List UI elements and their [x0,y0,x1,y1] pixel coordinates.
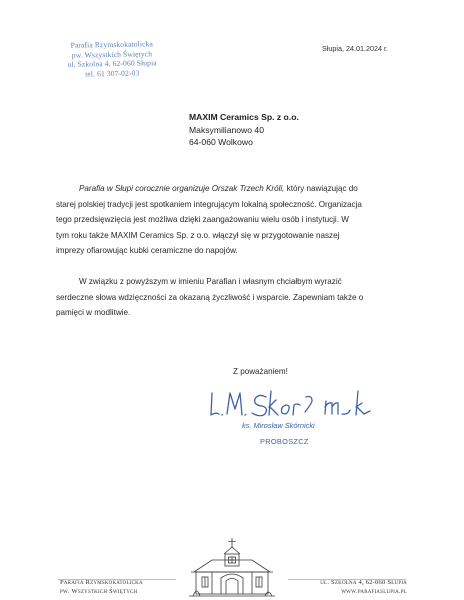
letter-date: Słupia, 24.01.2024 r. [322,44,388,53]
paragraph-line: tego przedsięwzięcia jest możliwa dzięki zaangażowaniu wielu osób i instytucji. W [56,215,349,225]
stamp-line: tel. 61 307-02-03 [85,68,140,79]
paragraph-line-rest: który nawiązując do [284,184,358,193]
stamp-line: ul. Szkolna 4, 62-060 Słupia [67,58,157,69]
footer-address [289,578,407,596]
footer-line: ul. Szkolna 4, 62-060 Słupia [320,579,407,586]
handwritten-signature [208,385,378,419]
recipient-street: Maksymilianowo 40 [189,124,264,135]
letter-paragraph-1 [56,181,362,259]
recipient-city: 64-060 Wolkowo [189,137,253,148]
paragraph-line: imprezy ofiarowując kubki ceramiczne do napojów. [56,246,238,256]
paragraph-line: pamięci w modlitwie. [56,308,131,318]
stamp-line: pw. Wszystkich Świętych [71,48,153,60]
paragraph-line: tym roku także MAXIM Ceramics Sp. z o.o. włączył się w przygotowanie naszej [56,230,340,240]
stamp-line: Parafia Rzymskokatolicka [70,39,153,50]
footer-line: www.parafiaslupia.pl [341,588,407,595]
paragraph-line [56,181,362,197]
recipient-name: MAXIM Ceramics Sp. z o.o. [189,112,299,122]
recipient-address [189,111,299,149]
paragraph-line: W związku z powyższym w imieniu Parafian i własnym chciałbym wyrazić [79,277,342,286]
church-drawing-logo [188,536,276,598]
footer-line: pw. Wszystkich Świętych [60,588,138,595]
letter-paragraph-2 [56,274,363,321]
paragraph-line: serdeczne słowa wdzięczności za okazaną życzliwość i wsparcie. Zapewniam także o [56,292,364,302]
footer-parish-name [60,578,178,596]
paragraph-line: starej polskiej tradycji jest spotkaniem integrującym lokalną społeczność. Organizacja [56,199,362,209]
footer-line: Parafia Rzymskokatolicka [60,579,143,586]
signer-name: ks. Mirosław Skórnicki [242,421,315,430]
closing-salutation: Z poważaniem! [233,367,288,376]
signer-title: PROBOSZCZ [260,437,309,446]
parish-stamp [58,39,167,79]
paragraph-line-italic: Parafia w Słupi corocznie organizuje Orszak Trzech Króli, [79,184,285,193]
